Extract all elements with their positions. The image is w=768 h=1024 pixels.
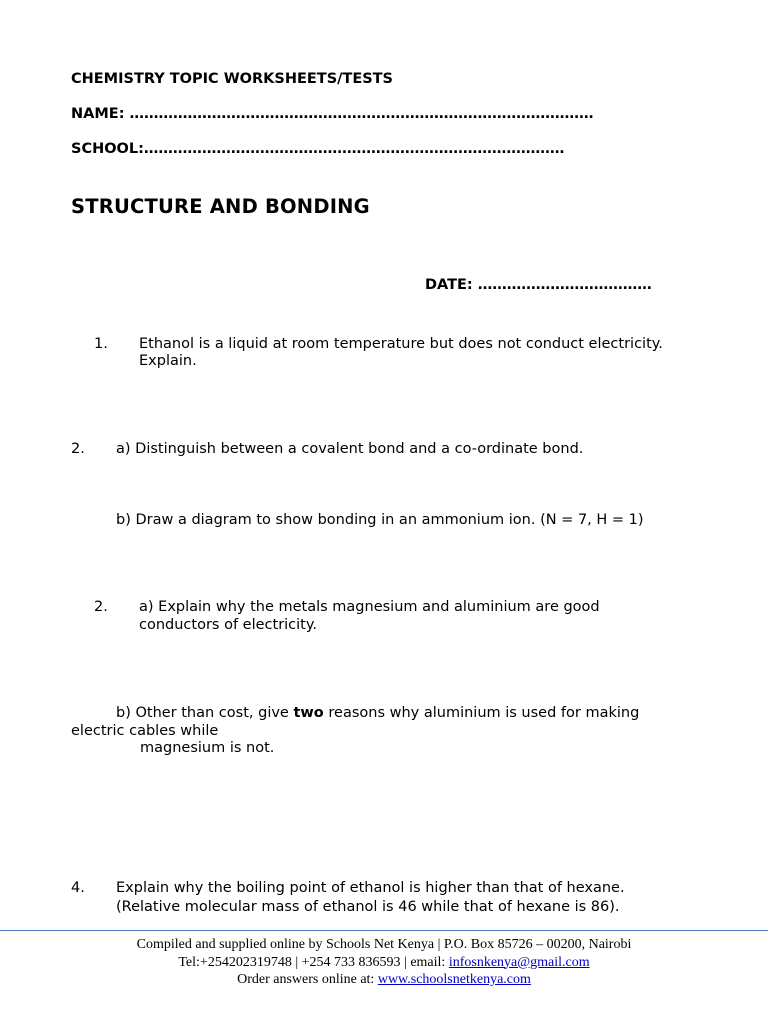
question-2-number: 2. <box>71 441 85 457</box>
footer-line-1: Compiled and supplied online by Schools Net Kenya | P.O. Box 85726 – 00200, Nairobi <box>136 937 632 952</box>
question-3a-text-line2: conductors of electricity. <box>139 617 317 633</box>
footer-line-2 <box>0 954 768 972</box>
footer-divider <box>0 930 768 931</box>
question-3-number: 2. <box>94 599 108 615</box>
school-field-line: SCHOOL:…………………………………………………………………………… <box>71 141 565 157</box>
question-3b-emphasis: two <box>293 705 324 721</box>
date-field-line: DATE: ……………………………… <box>425 277 652 293</box>
footer-email-link[interactable]: infosnkenya@gmail.com <box>448 954 590 970</box>
footer-contact-text: Tel:+254202319748 | +254 733 836593 | email: <box>178 954 449 970</box>
question-4-text-line2: (Relative molecular mass of ethanol is 46 while that of hexane is 86). <box>116 899 620 915</box>
question-3b-text-line3: magnesium is not. <box>140 740 275 756</box>
question-3b-text-line2: electric cables while <box>71 723 219 739</box>
footer-website-link[interactable]: www.schoolsnetkenya.com <box>377 972 531 987</box>
question-4-number: 4. <box>71 880 85 896</box>
question-1-number: 1. <box>94 336 108 352</box>
question-4-text-line1: Explain why the boiling point of ethanol is higher than that of hexane. <box>116 880 625 896</box>
question-1-text-line2: Explain. <box>139 353 197 369</box>
question-2b-text: b) Draw a diagram to show bonding in an ammonium ion. (N = 7, H = 1) <box>116 512 644 528</box>
question-3b-suffix: reasons why aluminium is used for making <box>323 705 640 721</box>
question-3a-text-line1: a) Explain why the metals magnesium and aluminium are good <box>139 599 600 615</box>
footer-line-3 <box>0 971 768 989</box>
worksheet-heading: CHEMISTRY TOPIC WORKSHEETS/TESTS <box>71 71 394 87</box>
page-title: STRUCTURE AND BONDING <box>71 195 370 218</box>
page-footer <box>0 936 768 989</box>
question-2a-text: a) Distinguish between a covalent bond and a co-ordinate bond. <box>116 441 584 457</box>
question-1-text-line1: Ethanol is a liquid at room temperature but does not conduct electricity. <box>139 336 663 352</box>
name-field-line: NAME: …………………………………………………………………………………… <box>71 106 594 122</box>
question-3b-prefix: b) Other than cost, give <box>116 705 294 721</box>
question-3b-text-line1 <box>116 704 639 722</box>
footer-order-text: Order answers online at: <box>237 972 378 987</box>
